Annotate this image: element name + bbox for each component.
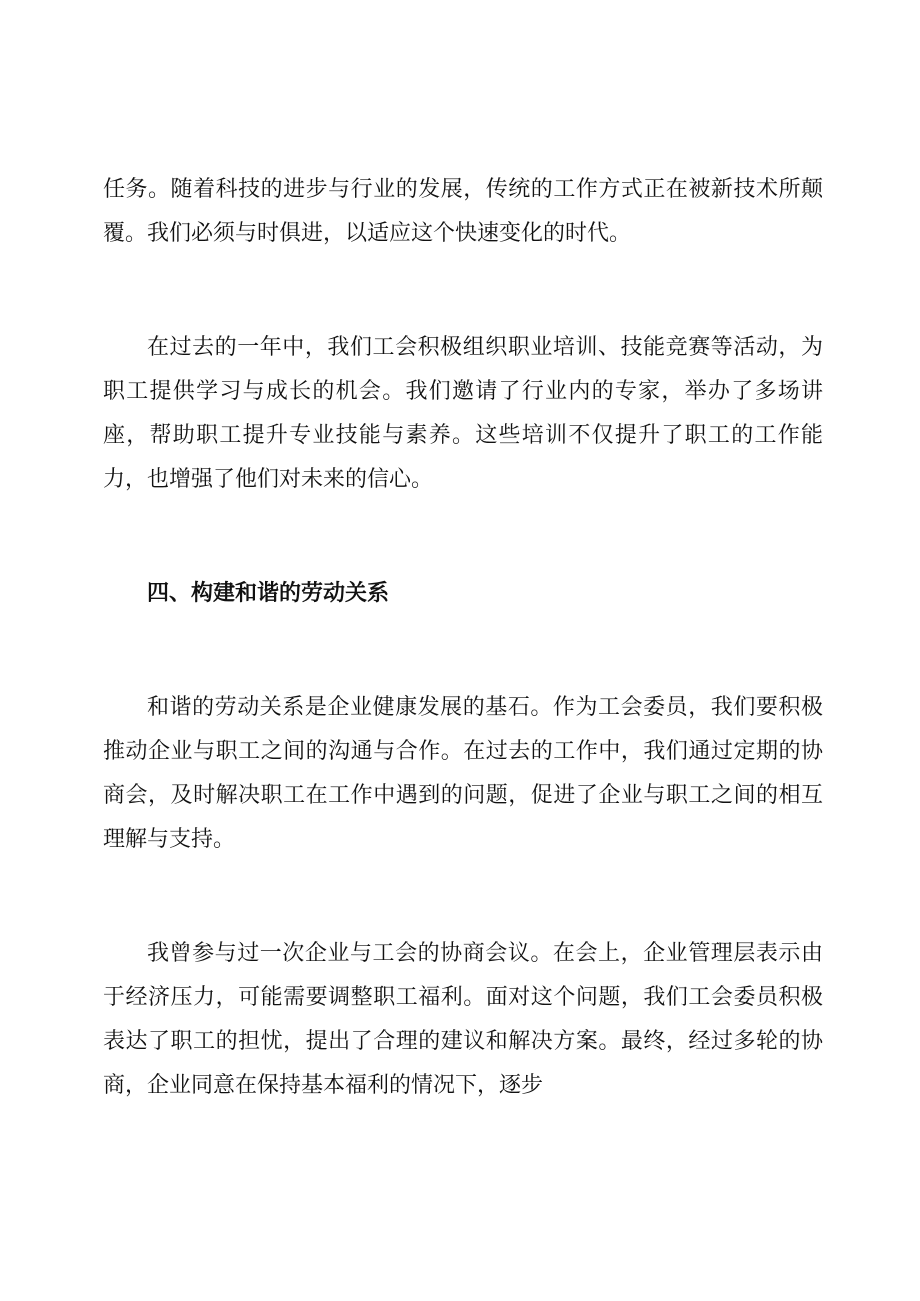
section-heading: 四、构建和谐的劳动关系 (147, 581, 390, 606)
paragraph-continuation: 任务。随着科技的进步与行业的发展，传统的工作方式正在被新技术所颠覆。我们必须与时俱进，以适应这个快速变化的时代。 (103, 177, 823, 246)
paragraph-labor-relations: 和谐的劳动关系是企业健康发展的基石。作为工会委员，我们要积极推动企业与职工之间的沟通与合作。在过去的工作中，我们通过定期的协商会，及时解决职工在工作中遇到的问题，促进了企业与职工之间的相互理解与支持。 (103, 695, 823, 852)
paragraph-training: 在过去的一年中，我们工会积极组织职业培训、技能竞赛等活动，为职工提供学习与成长的机会。我们邀请了行业内的专家，举办了多场讲座，帮助职工提升专业技能与素养。这些培训不仅提升了职工的工作能力，也增强了他们对未来的信心。 (103, 335, 823, 492)
paragraph-negotiation: 我曾参与过一次企业与工会的协商会议。在会上，企业管理层表示由于经济压力，可能需要调整职工福利。面对这个问题，我们工会委员积极表达了职工的担忧，提出了合理的建议和解决方案。最终，经过多轮的协商，企业同意在保持基本福利的情况下，逐步 (103, 941, 823, 1098)
document-body (103, 168, 823, 1108)
